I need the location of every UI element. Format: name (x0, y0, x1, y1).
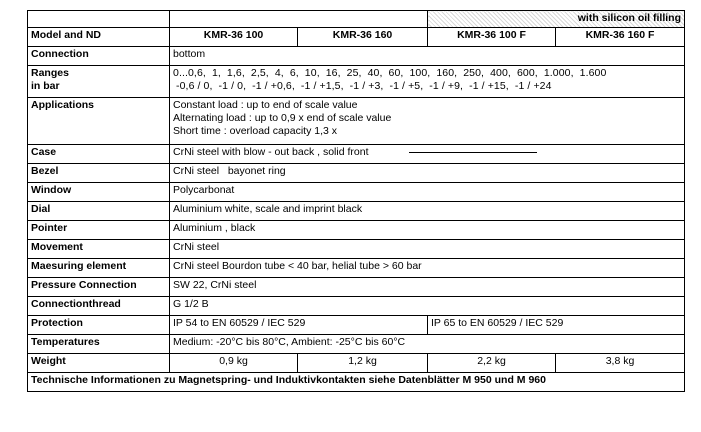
model-3: KMR-36 100 F (428, 28, 556, 47)
row-pressure-connection (28, 278, 685, 297)
header-row-models (28, 28, 685, 47)
weight-value-2: 1,2 kg (298, 354, 428, 373)
row-protection (28, 316, 685, 335)
row-temperatures (28, 335, 685, 354)
ranges-line-2: -0,6 / 0, -1 / 0, -1 / +0,6, -1 / +1,5, -1 / +3, -1 / +5, -1 / +9, -1 / +15, -1 / +24 (173, 80, 552, 92)
row-footer (28, 373, 685, 392)
applications-line-1: Constant load : up to end of scale value (173, 99, 358, 111)
ranges-line-1: 0...0,6, 1, 1,6, 2,5, 4, 6, 10, 16, 25, 40, 60, 100, 160, 250, 400, 600, 1.000, 1.600 (173, 67, 607, 79)
dial-label: Dial (28, 202, 170, 221)
header-blank-cell (170, 11, 428, 28)
protection-value-std: IP 54 to EN 60529 / IEC 529 (170, 316, 428, 335)
window-label: Window (28, 183, 170, 202)
connection-thread-value: G 1/2 B (170, 297, 685, 316)
bezel-value: CrNi steel bayonet ring (170, 164, 685, 183)
model-2: KMR-36 160 (298, 28, 428, 47)
weight-value-3: 2,2 kg (428, 354, 556, 373)
pointer-value: Aluminium , black (170, 221, 685, 240)
ranges-value (170, 66, 685, 98)
footer-note: Technische Informationen zu Magnetspring- und Induktivkontakten siehe Datenblätter M 950 und M 960 (28, 373, 685, 392)
connection-value: bottom (170, 47, 685, 66)
spec-table (27, 10, 685, 392)
row-measuring-element (28, 259, 685, 278)
measuring-value: CrNi steel Bourdon tube < 40 bar, helial tube > 60 bar (170, 259, 685, 278)
protection-label: Protection (28, 316, 170, 335)
applications-line-3: Short time : overload capacity 1,3 x (173, 125, 337, 137)
row-connection-thread (28, 297, 685, 316)
dial-value: Aluminium white, scale and imprint black (170, 202, 685, 221)
silicon-oil-header: with silicon oil filling (428, 11, 685, 28)
model-label: Model and ND (28, 28, 170, 47)
window-value: Polycarbonat (170, 183, 685, 202)
ranges-label-line2: in bar (31, 80, 60, 92)
row-connection (28, 47, 685, 66)
row-weight (28, 354, 685, 373)
bezel-label: Bezel (28, 164, 170, 183)
row-window (28, 183, 685, 202)
weight-value-4: 3,8 kg (556, 354, 685, 373)
applications-line-2: Alternating load : up to 0,9 x end of scale value (173, 112, 392, 124)
corner-cell (28, 11, 170, 28)
model-4: KMR-36 160 F (556, 28, 685, 47)
pressure-connection-value: SW 22, CrNi steel (170, 278, 685, 297)
ranges-label (28, 66, 170, 98)
row-case (28, 145, 685, 164)
row-applications (28, 98, 685, 145)
case-underline (409, 152, 537, 153)
case-value: CrNi steel with blow - out back , solid front (173, 146, 369, 158)
temperatures-value: Medium: -20°C bis 80°C, Ambient: -25°C bis 60°C (170, 335, 685, 354)
model-1: KMR-36 100 (170, 28, 298, 47)
pressure-connection-label: Pressure Connection (28, 278, 170, 297)
temperatures-label: Temperatures (28, 335, 170, 354)
weight-value-1: 0,9 kg (170, 354, 298, 373)
protection-value-f: IP 65 to EN 60529 / IEC 529 (428, 316, 685, 335)
row-movement (28, 240, 685, 259)
row-pointer (28, 221, 685, 240)
movement-label: Movement (28, 240, 170, 259)
connection-label: Connection (28, 47, 170, 66)
movement-value: CrNi steel (170, 240, 685, 259)
case-label: Case (28, 145, 170, 164)
applications-value (170, 98, 685, 145)
row-ranges (28, 66, 685, 98)
row-dial (28, 202, 685, 221)
header-row-silicon (28, 11, 685, 28)
connection-thread-label: Connectionthread (28, 297, 170, 316)
weight-label: Weight (28, 354, 170, 373)
pointer-label: Pointer (28, 221, 170, 240)
applications-label: Applications (28, 98, 170, 145)
row-bezel (28, 164, 685, 183)
case-value-cell (170, 145, 685, 164)
measuring-label: Maesuring element (28, 259, 170, 278)
ranges-label-line1: Ranges (31, 67, 69, 79)
